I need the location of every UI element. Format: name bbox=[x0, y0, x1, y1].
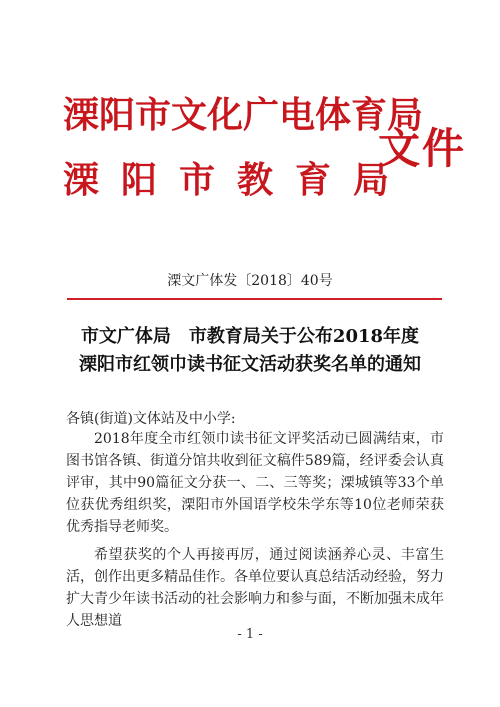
body-paragraph-2: 希望获奖的个人再接再厉，通过阅读涵养心灵、丰富生活，创作出更多精品佳作。各单位要认真总结活动经验，努力扩大青少年读书活动的社会影响力和参与面，不断加强未成年人思想道 bbox=[66, 547, 444, 629]
red-header-divider bbox=[67, 298, 442, 300]
document-number: 溧文广体发〔2018〕40号 bbox=[167, 273, 333, 289]
issuing-org-culture-bureau: 溧阳市文化广电体育局 bbox=[63, 95, 424, 136]
page-number: - 1 - bbox=[237, 627, 263, 642]
document-type-label: 文件 bbox=[378, 124, 467, 173]
document-title-line-2: 溧阳市红领巾读书征文活动获奖名单的通知 bbox=[79, 354, 421, 375]
salutation: 各镇(街道)文体站及中小学: bbox=[66, 411, 236, 427]
body-paragraph-1: 2018年度全市红领巾读书征文评奖活动已圆满结束，市图书馆各镇、街道分馆共收到征文稿件589篇，经评委会认真评审，其中90篇征文分获一、二、三等奖；溧城镇等33个单位获优秀组织奖，溧阳市外国语学校朱学东等10位老师荣获优秀指导老师奖。 bbox=[66, 431, 444, 535]
issuing-org-education-bureau: 溧阳市教育局 bbox=[63, 160, 412, 201]
document-title-line-1: 市文广体局 市教育局关于公布2018年度 bbox=[80, 326, 420, 347]
